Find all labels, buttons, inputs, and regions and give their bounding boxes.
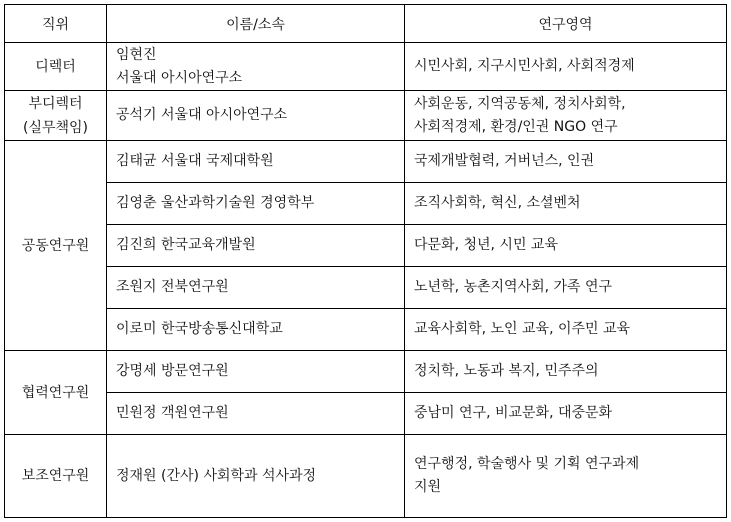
member-name: 김진희 한국교육개발원 [107,225,405,267]
member-name: 공석기 서울대 아시아연구소 [107,91,405,141]
table-row [5,183,727,225]
research-area-line: 사회적경제, 환경/인권 NGO 연구 [414,118,618,135]
research-area: 조직사회학, 혁신, 소셜벤처 [405,183,727,225]
research-area-line: 사회운동, 지역공동체, 정치사회학, [414,95,626,112]
member-name [107,43,405,91]
role-cooperating-researchers: 협력연구원 [5,351,107,435]
research-area: 정치학, 노동과 복지, 민주주의 [405,351,727,393]
member-name: 김영춘 울산과학기술원 경영학부 [107,183,405,225]
research-area: 교육사회학, 노인 교육, 이주민 교육 [405,309,727,351]
member-affiliation-line: 서울대 아시아연구소 [116,69,243,86]
table-row [5,91,727,141]
table-row [5,43,727,91]
research-area: 시민사회, 지구시민사회, 사회적경제 [405,43,727,91]
table-row [5,267,727,309]
research-area [405,435,727,518]
role-line: (실무책임) [22,119,89,136]
research-area-line: 연구행정, 학술행사 및 기획 연구과제 [414,456,640,472]
research-area: 국제개발협력, 거버넌스, 인권 [405,141,727,183]
member-name: 조원지 전북연구원 [107,267,405,309]
table-row [5,225,727,267]
role-co-researchers: 공동연구원 [5,141,107,351]
role-line: 부디렉터 [28,95,83,112]
member-name: 민원정 객원연구원 [107,393,405,435]
member-name: 강명세 방문연구원 [107,351,405,393]
research-area: 중남미 연구, 비교문화, 대중문화 [405,393,727,435]
header-role: 직위 [5,5,107,43]
member-name-line: 임현진 [116,46,157,63]
table-header-row [5,5,727,43]
header-name: 이름/소속 [107,5,405,43]
table-row [5,435,727,518]
member-name: 김태균 서울대 국제대학원 [107,141,405,183]
member-name: 이로미 한국방송통신대학교 [107,309,405,351]
table-row [5,351,727,393]
member-name: 정재원 (간사) 사회학과 석사과정 [107,435,405,518]
role-director: 디렉터 [5,43,107,91]
research-area [405,91,727,141]
table-row [5,141,727,183]
research-area: 다문화, 청년, 시민 교육 [405,225,727,267]
header-area: 연구영역 [405,5,727,43]
research-area-line: 지원 [414,479,442,495]
research-area: 노년학, 농촌지역사회, 가족 연구 [405,267,727,309]
role-assistant-researcher: 보조연구원 [5,435,107,518]
table-row [5,393,727,435]
researcher-table [4,4,727,518]
role-vice-director [5,91,107,141]
table-row [5,309,727,351]
